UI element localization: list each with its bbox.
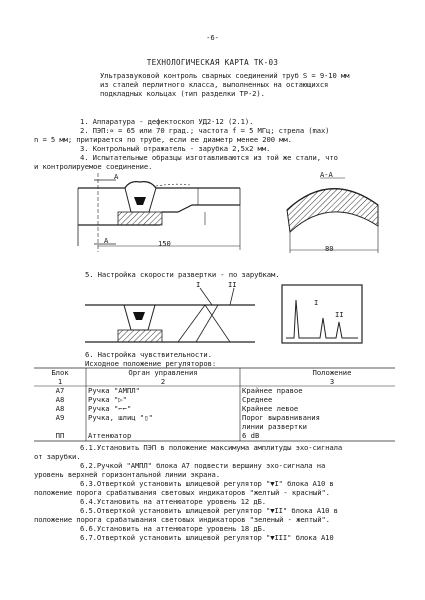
cell-position: 6 dB (242, 431, 260, 440)
section-label-a-top: А (114, 172, 119, 181)
list-item: и контролируемое соединение. (34, 162, 153, 171)
step-line: 6.4.Установить на аттенюаторе уровень 12 дБ. (80, 497, 266, 506)
cell-block: ПП (55, 431, 65, 440)
col-number: 2 (160, 377, 166, 386)
step-line: 6.5.Отверткой установить шлицевой регулятор "▼II" блока А10 в (80, 506, 338, 515)
page-number: -6- (206, 33, 219, 42)
procedure-steps (34, 443, 414, 542)
col-number: 3 (329, 377, 335, 386)
table-row (34, 395, 424, 404)
table-row (34, 422, 424, 431)
list-item: 2. ПЭП:∝ = 65 или 70 град.; частота f = 5 МГц; стрела (max) (80, 126, 330, 135)
section-dimension: 80 (325, 244, 334, 253)
cell-control: Ручка "АМПЛ" (88, 386, 140, 395)
step-line: уровень верхней горизонтальной линии экрана. (34, 470, 220, 479)
section-label-a-bottom: А (104, 236, 109, 245)
cell-position: Крайнее левое (242, 404, 299, 413)
header-position: Положение (312, 368, 352, 377)
list-item: 4. Испытательные образцы изготавливаются из той же стали, что (80, 153, 338, 162)
cell-control: Ручка "▷" (88, 395, 127, 404)
oscillogram-drawing (282, 285, 362, 343)
page-title: ТЕХНОЛОГИЧЕСКАЯ КАРТА ТК-03 (146, 58, 279, 67)
cell-position: Порог выравнивания (242, 413, 320, 422)
section-6-heading: 6. Настройка чувствительности. (85, 350, 212, 359)
cell-block: А9 (55, 413, 65, 422)
step-line: 6.1.Установить ПЭП в положение максимума амплитуды эхо-сигнала (80, 443, 343, 452)
cell-position: Среднее (242, 395, 273, 404)
table-row (34, 413, 424, 422)
cell-block: А7 (55, 386, 65, 395)
backing-ring (118, 212, 162, 225)
cell-block: А8 (55, 395, 65, 404)
cell-position: Крайнее правое (242, 386, 303, 395)
cell-control: Ручка "⌐⌐" (88, 404, 132, 413)
header-block: Блок (51, 368, 69, 377)
step-line: 6.6.Установить на аттенюаторе уровень 18 дБ. (80, 524, 266, 533)
table-row (34, 404, 424, 413)
cell-control: Ручка, шлиц "▯" (88, 413, 153, 422)
probe-icon (134, 197, 146, 205)
probe-icon (133, 312, 145, 320)
table-header-row (34, 368, 424, 377)
section-5-heading: 5. Настройка скорости развертки - по зарубкам. (85, 270, 280, 279)
beam-label-2: II (228, 280, 237, 289)
table-row (34, 431, 424, 440)
step-line: от зарубки. (34, 452, 81, 461)
step-line: 6.2.Ручкой "АМПЛ" блока А7 подвести вершину эхо-сигнала на (80, 461, 326, 470)
list-item: 1. Аппаратура - дефектоскоп УД2-12 (2.1). (80, 117, 254, 126)
cell-position: линии развертки (242, 422, 307, 431)
step-line: 6.7.Отверткой установить шлицевой регулятор "▼III" блока А10 (80, 533, 334, 542)
header-control: Орган управления (128, 368, 198, 377)
beam-path-drawing (85, 288, 255, 342)
step-line: 6.3.Отверткой установить шлицевой регулятор "▼I" блока А10 в (80, 479, 334, 488)
step-line: положение порога срабатывания световых индикаторов "зеленый - желтый". (34, 515, 330, 524)
table-column-numbers (34, 377, 424, 386)
cell-control (86, 422, 240, 431)
section-aa-drawing (287, 178, 378, 253)
col-number: 1 (57, 377, 63, 386)
cell-control: Аттенюатор (88, 431, 132, 440)
step-line: положение порога срабатывания световых индикаторов "желтый - красный". (34, 488, 330, 497)
cell-block: А8 (55, 404, 65, 413)
beam-label-1: I (196, 280, 201, 289)
regulators-table (34, 368, 424, 440)
section-title: А-А (320, 170, 333, 179)
cell-block (34, 422, 86, 431)
section-6-subheading: Исходное положение регуляторов: (85, 359, 217, 368)
dimension-label: 150 (158, 239, 171, 248)
list-item: n = 5 мм; притирается по трубе, если ее диаметр менее 200 мм. (34, 135, 292, 144)
list-item: 3. Контрольный отражатель - зарубка 2,5х2 мм. (80, 144, 271, 153)
subtitle: Ультразвуковой контроль сварных соединений труб S = 9-10 мм из сталей перлитного класса, выполненных на остающихся подкладных кольцах (тип разделки ТР-2). (100, 71, 350, 98)
table-row (34, 386, 424, 395)
oscillogram-label-2: II (335, 310, 344, 319)
oscillogram-label-1: I (314, 298, 319, 307)
